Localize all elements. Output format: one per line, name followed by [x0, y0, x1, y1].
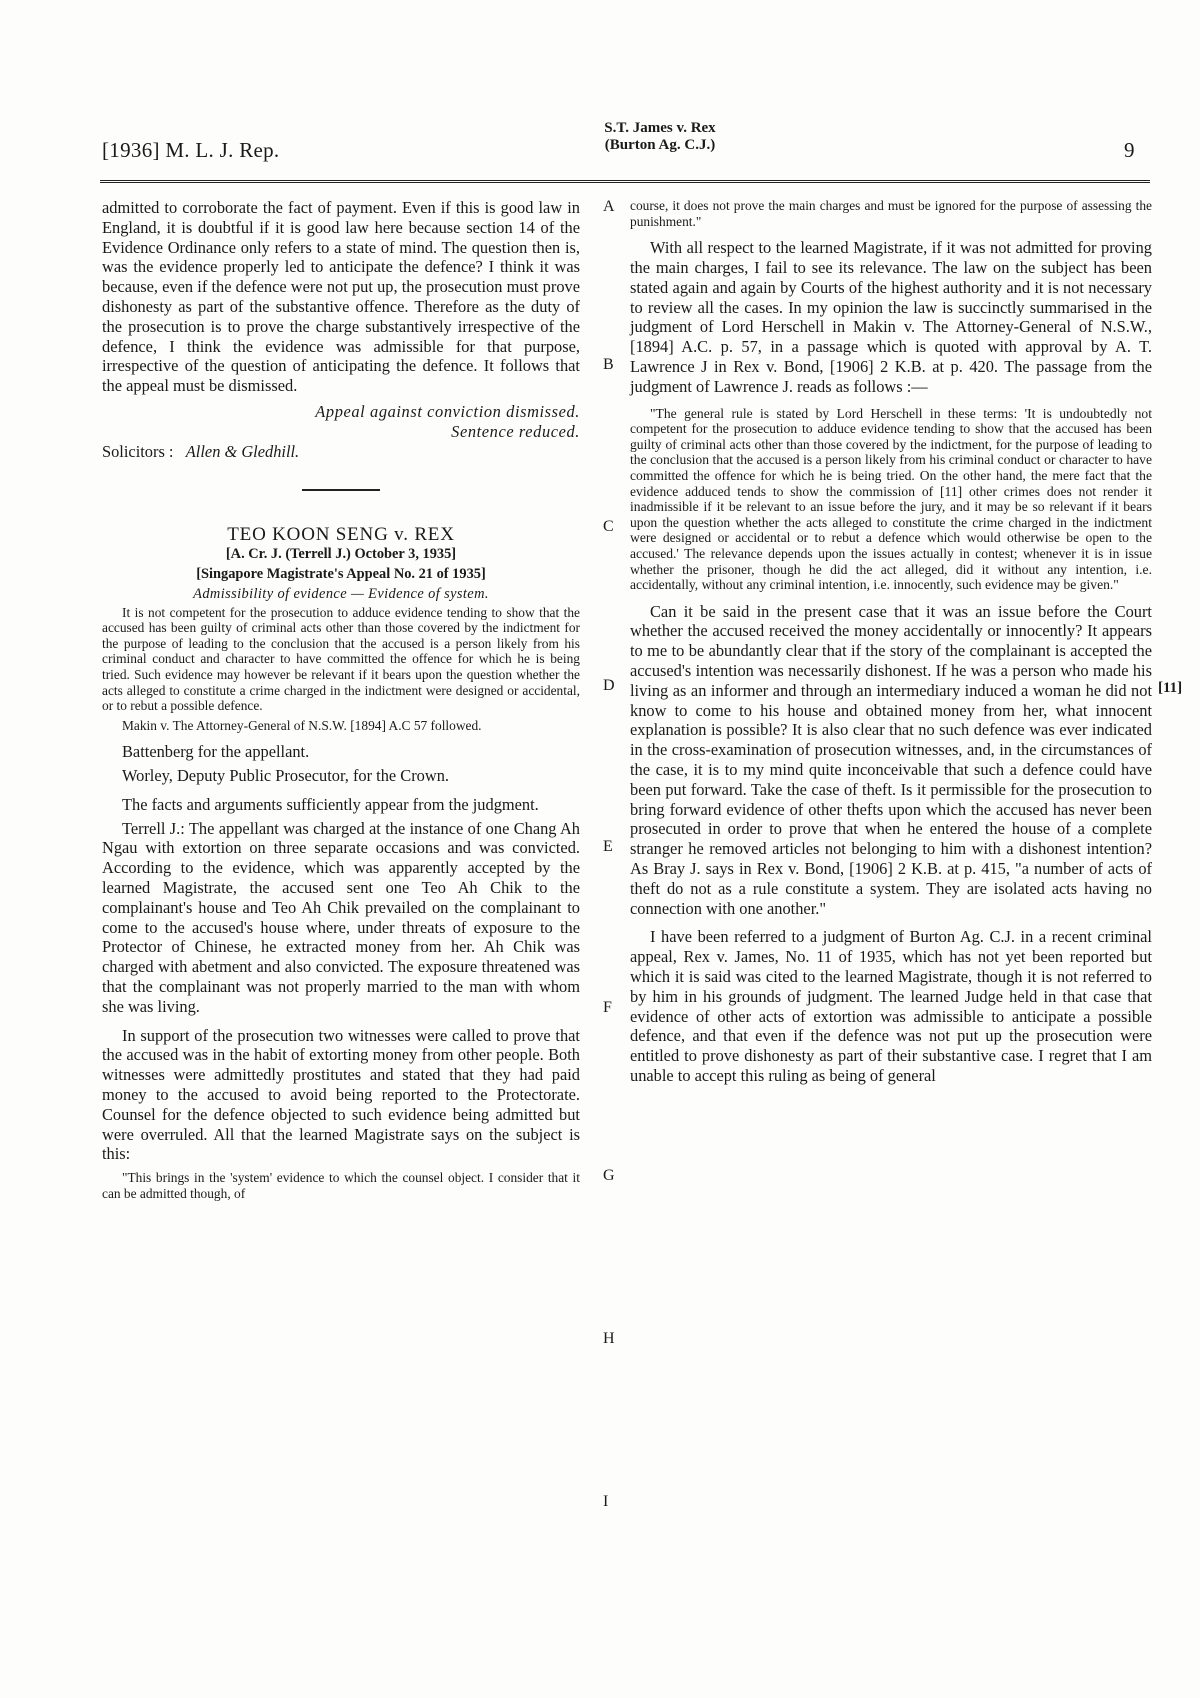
running-head-case-title: S.T. James v. Rex — [604, 120, 716, 136]
running-head-judge: (Burton Ag. C.J.) — [604, 137, 716, 153]
margin-letter-c: C — [603, 518, 614, 535]
disposition-sentence: Sentence reduced. — [451, 421, 580, 441]
continued-judgment-paragraph: admitted to corroborate the fact of payment. Even if this is good law in England, it is doubtful if it is good law here because section 14 of the Evidence Ordinance only refers to a state of mind. The question then is, was the evidence properly led to anticipate the defence? I think it was because, even if the defence were not put up, the prosecution must prove dishonesty as part of the substantive offence. Therefore as the duty of the prosecution is to prove the charge substantively irrespective of the defence, I think the evidence was admissible for that purpose, irrespective of the question of anticipating the defence. It follows that the appeal must be dismissed. — [102, 198, 580, 396]
case-followed: Makin v. The Attorney-General of N.S.W. [1894] A.C 57 followed. — [122, 717, 482, 733]
judgment-paragraph-5: I have been referred to a judgment of Burton Ag. C.J. in a recent criminal appeal, Rex v. James, No. 11 of 1935, which has not yet been reported but which it is said was cited to the learned Magistrate, though it is not referred to by him in his grounds of judgment. The learned Judge held in that case that evidence of other acts of extortion was admissible to anticipate a possible defence, and that even if the defence was not put up the prosecution were entitled to prove dishonesty as part of their substantive case. I regret that I am unable to accept this ruling as being of general — [630, 927, 1152, 1086]
judge-name: Terrell J.: — [122, 818, 185, 838]
paragraph-reference: [11] — [1158, 680, 1183, 696]
margin-letter-e: E — [603, 838, 613, 855]
margin-letter-g: G — [603, 1167, 615, 1184]
margin-letter-f: F — [603, 999, 612, 1016]
margin-letter-d: D — [603, 677, 615, 694]
judgment-paragraph-4: Can it be said in the present case that it was an issue before the Court whether the accused received the money accidentally or innocently? It appears to me to be abundantly clear that if the story of the complainant is accepted the accused's intention was necessarily dishonest. If he was a person who made his living as an informer and through an intermediary induced a woman he did not know to come to his house and obtained money from her, what innocent explanation is possible? It is also clear that no such defence was ever indicated in the cross-examination of prosecution witnesses, and, in the circumstances of the case, it is to my mind quite inconceivable that such a defence could have been put forward. Take the case of theft. Is it permissible for the prosecution to bring forward evidence of other thefts upon which the accused has never been prosecuted in order to prove that when he entered the house of a complete stranger he removed articles not belonging to him with a dishonest intention? As Bray J. says in Rex v. Bond, [1906] 2 K.B. at p. 415, "a number of acts of theft do not as a rule constitute a system. They are isolated acts having no connection with one another." — [630, 601, 1152, 918]
judgment-paragraph-1-text: The appellant was charged at the instance of one Chang Ah Ngau with extortion on three separate occasions and was convicted. According to the evidence, which was apparently accepted by the learned Magistrate, the accused sent one Teo Ah Chik to the complainant's house and Teo Ah Chik prevailed on the complainant to come to the accused's house where, under threats of exposure to the Protector of Chinese, he extracted money from her. Ah Chik was charged with abetment and also convicted. The exposure threatened was that the complainant was not properly married to the man with whom she was living. — [102, 818, 580, 1016]
margin-letter-a: A — [603, 198, 615, 215]
header-rule — [100, 180, 1150, 183]
case-title: TEO KOON SENG v. REX — [227, 524, 455, 546]
appeal-number-line: [Singapore Magistrate's Appeal No. 21 of 1935] — [196, 565, 486, 582]
solicitors-label: Solicitors : — [102, 441, 174, 461]
judgment-paragraph-1 — [102, 819, 580, 1017]
margin-letter-i: I — [603, 1493, 609, 1510]
right-column — [630, 198, 1152, 1086]
court-line: [A. Cr. J. (Terrell J.) October 3, 1935] — [225, 546, 457, 563]
page-number: 9 — [1124, 138, 1135, 162]
judgment-paragraph-2: In support of the prosecution two witnesses were called to prove that the accused was in the habit of extorting money from other people. Both witnesses were admittedly prostitutes and stated that they had paid money to the accused to avoid being reported to the Protectorate. Counsel for the defence objected to such evidence being admitted but were overruled. All that the learned Magistrate says on the subject is this: — [102, 1025, 580, 1164]
magistrate-quote-end: course, it does not prove the main charges and must be ignored for the purpose of assessing the punishment." — [630, 198, 1152, 229]
catchwords: Admissibility of evidence — Evidence of system. — [193, 585, 489, 602]
margin-letter-h: H — [603, 1330, 615, 1347]
margin-letter-b: B — [603, 356, 614, 373]
counsel-crown: Worley, Deputy Public Prosecutor, for the Crown. — [122, 766, 449, 786]
left-column — [102, 198, 580, 1201]
solicitors-line — [102, 442, 580, 462]
magistrate-quote-start: "This brings in the 'system' evidence to which the counsel object. I consider that it can be admitted though, of — [102, 1170, 580, 1201]
judgment-paragraph-3: With all respect to the learned Magistrate, if it was not admitted for proving the main charges, I fail to see its relevance. The law on the subject has been stated again and again by Courts of the highest authority and it is not necessary to review all the cases. In my opinion the law is succinctly summarised in the judgment of Lord Herschell in Makin v. The Attorney-General of N.S.W., [1894] A.C. p. 57, in a passage which is quoted with approval by A. T. Lawrence J in Rex v. Bond, [1906] 2 K.B. at p. 420. The passage from the judgment of Lawrence J. reads as follows :— — [630, 238, 1152, 396]
case-separator-rule — [302, 489, 380, 491]
running-head-citation: [1936] M. L. J. Rep. — [102, 138, 280, 162]
solicitors-value: Allen & Gledhill. — [185, 441, 300, 461]
lawrence-quote: "The general rule is stated by Lord Herschell in these terms: 'It is undoubtedly not competent for the prosecution to adduce evidence tending to show that the accused has been guilty of criminal acts other than those covered by the indictment, for the purpose of leading to the conclusion that the accused is a person likely from his criminal conduct or character to have committed the offence for which he is being tried. On the other hand, the mere fact that the evidence adduced tends to show the commission of [11] other crimes does not render it inadmissible if it be relevant to an issue before the jury, and it may be so relevant if it bears upon the question whether the acts alleged to constitute the crime charged in the indictment were designed or accidental or to rebut a defence which would otherwise be open to the accused.' The relevance depends upon the issues actually in contest; whenever it is in issue whether the prisoner, though he did the act alleged, did it without any intention, i.e. accidentally, without any criminal intention, i.e. innocently, such evidence may be given." — [630, 405, 1152, 593]
counsel-appellant: Battenberg for the appellant. — [122, 742, 310, 762]
running-head-case — [560, 120, 760, 154]
headnote: It is not competent for the prosecution to adduce evidence tending to show that the accused has been guilty of criminal acts other than those covered by the indictment for the purpose of leading to the conclusion that the accused is a person likely from his criminal conduct and character to have committed the offence for which he is being tried. Such evidence may however be relevant if it bears upon the question whether the acts alleged to constitute a crime charged in the indictment were designed or accidental, or to rebut a possible defence. — [102, 604, 580, 714]
facts-note: The facts and arguments sufficiently appear from the judgment. — [122, 794, 539, 814]
disposition-appeal: Appeal against conviction dismissed. — [315, 401, 580, 421]
